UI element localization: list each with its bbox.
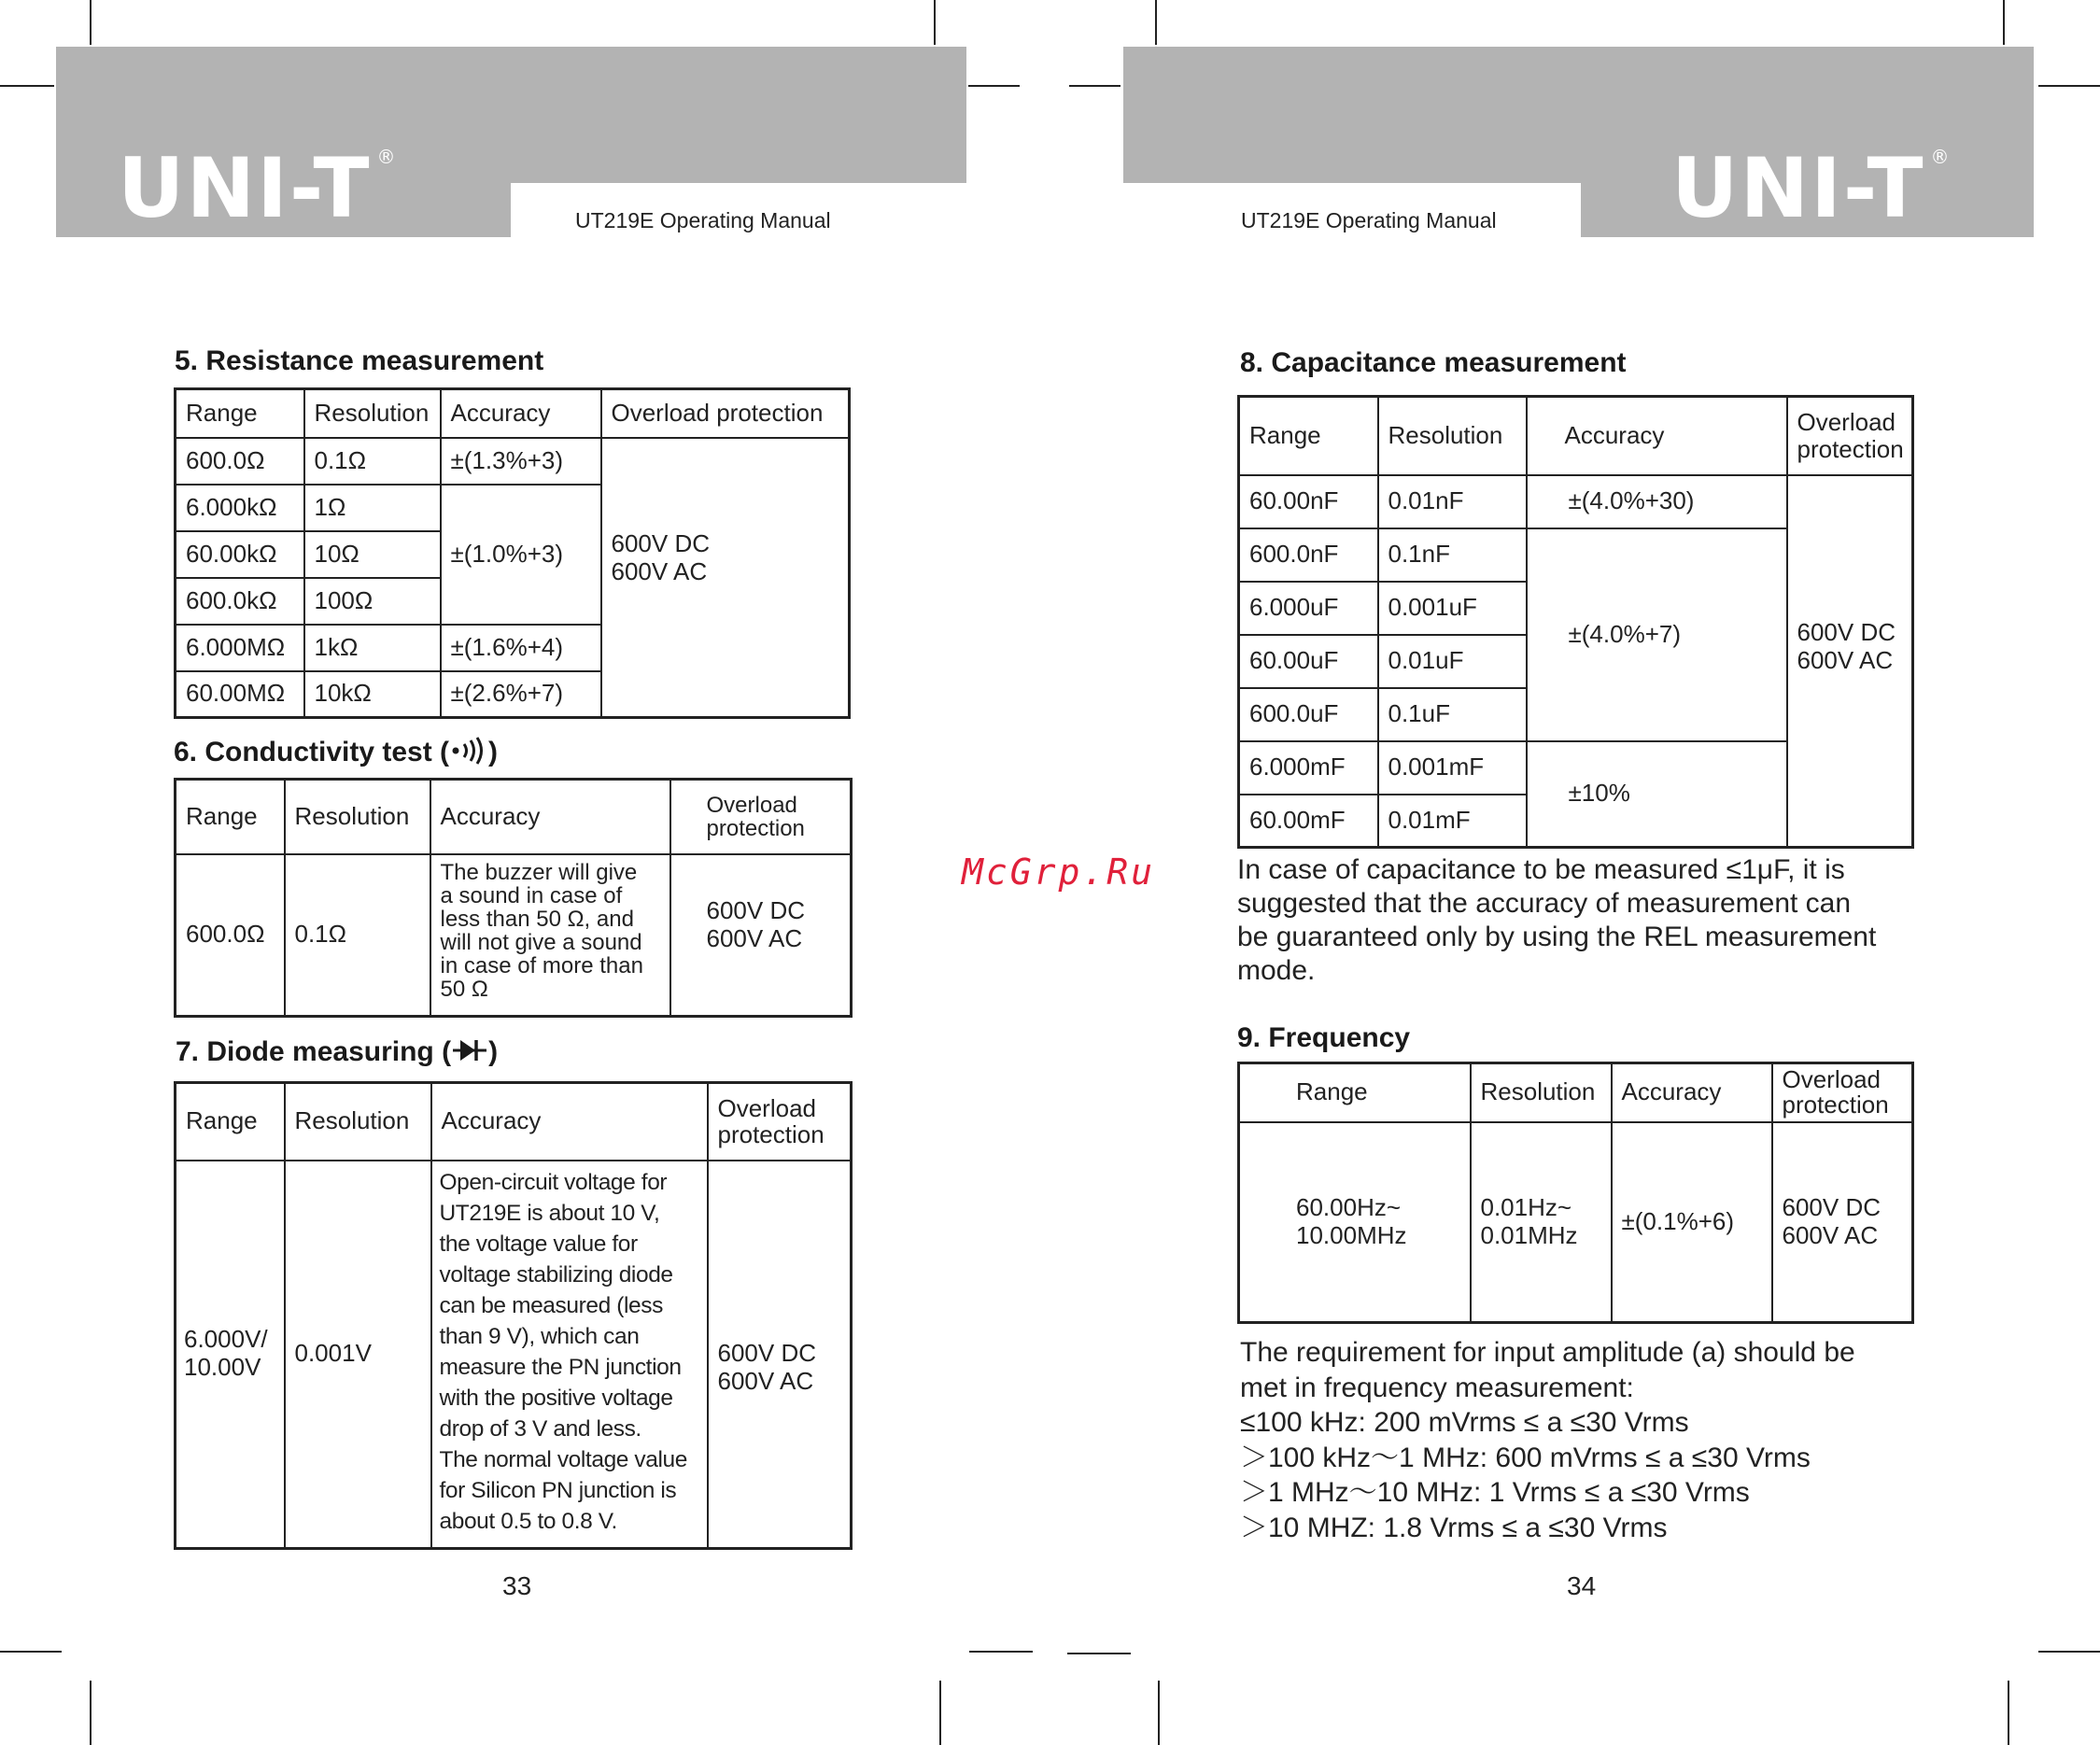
header-line: Overload — [717, 1093, 816, 1122]
header-line: protection — [717, 1120, 824, 1149]
table-header: Overload protection — [601, 389, 850, 438]
conductivity-table — [174, 778, 853, 1018]
range-cell: 600.0kΩ — [176, 578, 304, 625]
text-line: for Silicon PN junction is — [439, 1478, 677, 1504]
table-header: Resolution — [285, 1083, 431, 1161]
table-header: Accuracy — [430, 780, 670, 854]
header-line: protection — [706, 815, 805, 841]
diode-title-text: 7. Diode measuring ( — [176, 1036, 452, 1067]
accuracy-cell: ±10% — [1527, 741, 1787, 848]
buzzer-icon — [449, 737, 488, 765]
range-cell: 600.0Ω — [176, 854, 285, 1017]
range-cell: 6.000kΩ — [176, 485, 304, 531]
text-line: The buzzer will give — [440, 859, 638, 885]
accuracy-cell: ±(2.6%+7) — [441, 671, 601, 718]
conductivity-title-end: ) — [488, 737, 499, 767]
overload-ac: 600V AC — [611, 557, 708, 586]
range-line: 10.00V — [184, 1353, 261, 1382]
table-header: Accuracy — [1612, 1063, 1772, 1122]
overload-dc: 600V DC — [717, 1339, 816, 1368]
text-line: 50 Ω — [440, 977, 488, 1003]
crop-mark — [2003, 0, 2005, 45]
header-line: protection — [1797, 434, 1904, 463]
accuracy-cell: ±(0.1%+6) — [1612, 1122, 1772, 1323]
resolution-cell: 10Ω — [304, 531, 441, 578]
crop-mark — [0, 1651, 62, 1653]
header-line: Overload — [706, 792, 797, 818]
resolution-cell: 0.1uF — [1378, 688, 1527, 741]
diode-section-title — [176, 1036, 498, 1068]
crop-mark — [1158, 1681, 1160, 1745]
range-cell: 60.00kΩ — [176, 531, 304, 578]
crop-mark — [934, 0, 936, 45]
overload-cell — [1772, 1122, 1913, 1323]
frequency-section-title: 9. Frequency — [1237, 1022, 1411, 1053]
page-number-left: 33 — [502, 1571, 532, 1600]
table-header: Range — [176, 780, 285, 854]
range-cell: 60.00MΩ — [176, 671, 304, 718]
table-header: Accuracy — [441, 389, 601, 438]
header-line: Overload — [1797, 408, 1896, 437]
resistance-table — [174, 387, 851, 719]
page-number-right: 34 — [1567, 1571, 1597, 1600]
accuracy-cell: ±(4.0%+30) — [1527, 475, 1787, 528]
crop-mark — [0, 85, 54, 87]
text-line: than 9 V), which can — [439, 1323, 640, 1349]
range-cell: 6.000mF — [1239, 741, 1378, 795]
crop-mark — [939, 1681, 941, 1745]
crop-mark — [90, 1681, 92, 1745]
resolution-cell: 0.01nF — [1378, 475, 1527, 528]
table-header-overload — [1787, 397, 1913, 475]
overload-ac: 600V AC — [1782, 1220, 1879, 1249]
table-header: Resolution — [1378, 397, 1527, 475]
crop-mark — [969, 1651, 1033, 1653]
accuracy-cell: ±(1.3%+3) — [441, 438, 601, 485]
table-header-overload — [1772, 1063, 1913, 1122]
note-line: ＞100 kHz～1 MHz: 600 mVrms ≤ a ≤30 Vrms — [1240, 1442, 1811, 1473]
resolution-cell: 1Ω — [304, 485, 441, 531]
frequency-note — [1240, 1335, 1855, 1545]
registered-mark: ® — [1930, 146, 1950, 168]
crop-mark — [2038, 85, 2100, 87]
range-line: 10.00MHz — [1296, 1220, 1407, 1249]
header-line: Overload — [1782, 1064, 1881, 1093]
header-line: protection — [1782, 1091, 1889, 1119]
manual-title-left: UT219E Operating Manual — [575, 208, 831, 232]
text-line: less than 50 Ω, and — [440, 906, 634, 932]
table-header: Resolution — [304, 389, 441, 438]
text-line: UT219E is about 10 V, — [439, 1200, 660, 1226]
resolution-cell: 0.1Ω — [304, 438, 441, 485]
resolution-cell: 0.1nF — [1378, 528, 1527, 582]
table-header: Range — [1239, 1063, 1471, 1122]
diode-title-end: ) — [488, 1036, 499, 1067]
frequency-table — [1237, 1062, 1914, 1324]
accuracy-cell — [430, 854, 670, 1017]
note-line: In case of capacitance to be measured ≤1μF, it is — [1237, 854, 1845, 885]
note-line: ＞1 MHz～10 MHz: 1 Vrms ≤ a ≤30 Vrms — [1240, 1477, 1750, 1508]
resolution-cell: 0.001mF — [1378, 741, 1527, 795]
note-line: ≤100 kHz: 200 mVrms ≤ a ≤30 Vrms — [1240, 1407, 1689, 1438]
overload-dc: 600V DC — [611, 529, 710, 558]
resolution-cell: 1kΩ — [304, 625, 441, 671]
table-header: Accuracy — [431, 1083, 708, 1161]
text-line: a sound in case of — [440, 882, 623, 908]
overload-ac: 600V AC — [1797, 645, 1894, 674]
table-header: Range — [1239, 397, 1378, 475]
text-line: drop of 3 V and less. — [439, 1416, 641, 1442]
diode-icon — [451, 1036, 488, 1064]
crop-mark — [2008, 1681, 2009, 1745]
accuracy-cell: ±(4.0%+7) — [1527, 528, 1787, 741]
logo-text: UNI-T — [1671, 140, 1925, 236]
text-line: will not give a sound — [440, 930, 642, 956]
resolution-line: 0.01MHz — [1480, 1220, 1578, 1249]
resistance-section-title: 5. Resistance measurement — [175, 345, 544, 376]
text-line: the voltage value for — [439, 1231, 638, 1257]
range-line: 60.00Hz~ — [1296, 1192, 1402, 1221]
resolution-cell: 0.1Ω — [285, 854, 430, 1017]
note-line: met in frequency measurement: — [1240, 1372, 1634, 1403]
crop-mark — [1155, 0, 1157, 45]
brand-logo-left — [118, 140, 396, 236]
resolution-cell: 100Ω — [304, 578, 441, 625]
note-line: The requirement for input amplitude (a) should be — [1240, 1337, 1855, 1368]
capacitance-section-title: 8. Capacitance measurement — [1240, 347, 1627, 378]
accuracy-cell — [431, 1161, 708, 1549]
capacitance-table — [1237, 395, 1914, 849]
overload-cell — [670, 854, 852, 1017]
registered-mark: ® — [376, 146, 396, 168]
manual-title-right: UT219E Operating Manual — [1241, 208, 1497, 232]
range-line: 6.000V/ — [184, 1325, 268, 1354]
crop-mark — [1067, 1653, 1131, 1654]
overload-ac: 600V AC — [717, 1367, 814, 1396]
resolution-cell: 0.01mF — [1378, 795, 1527, 848]
range-cell — [176, 1161, 285, 1549]
range-cell: 6.000uF — [1239, 582, 1378, 635]
table-header: Range — [176, 1083, 285, 1161]
resolution-cell: 0.001uF — [1378, 582, 1527, 635]
overload-dc: 600V DC — [706, 896, 805, 925]
range-cell — [1239, 1122, 1471, 1323]
crop-mark — [1069, 85, 1120, 87]
logo-text: UNI-T — [118, 140, 372, 236]
overload-cell — [708, 1161, 852, 1549]
range-cell: 60.00uF — [1239, 635, 1378, 688]
accuracy-cell: ±(1.0%+3) — [441, 485, 601, 625]
overload-dc: 600V DC — [1797, 617, 1896, 646]
text-line: Open-circuit voltage for — [439, 1169, 668, 1195]
resolution-cell — [1471, 1122, 1612, 1323]
note-line: be guaranteed only by using the REL measurement — [1237, 922, 1877, 952]
note-line: suggested that the accuracy of measurement can — [1237, 888, 1852, 919]
overload-dc: 600V DC — [1782, 1192, 1881, 1221]
range-cell: 60.00nF — [1239, 475, 1378, 528]
resolution-line: 0.01Hz~ — [1480, 1192, 1572, 1221]
table-header: Range — [176, 389, 304, 438]
range-cell: 6.000MΩ — [176, 625, 304, 671]
text-line: about 0.5 to 0.8 V. — [439, 1509, 617, 1535]
brand-logo-right — [1671, 140, 1950, 236]
text-line: can be measured (less — [439, 1292, 663, 1318]
watermark: McGrp.Ru — [962, 851, 1156, 893]
crop-mark — [968, 85, 1020, 87]
text-line: with the positive voltage — [439, 1385, 673, 1411]
conductivity-title-text: 6. Conductivity test ( — [174, 737, 450, 767]
table-header-overload — [670, 780, 852, 854]
text-line: The normal voltage value — [439, 1447, 687, 1473]
overload-cell — [601, 438, 850, 718]
table-header: Resolution — [1471, 1063, 1612, 1122]
note-line: mode. — [1237, 955, 1316, 986]
conductivity-section-title — [174, 737, 498, 768]
text-line: measure the PN junction — [439, 1354, 682, 1380]
table-header: Resolution — [285, 780, 430, 854]
note-line: ＞10 MHZ: 1.8 Vrms ≤ a ≤30 Vrms — [1240, 1512, 1668, 1543]
range-cell: 600.0Ω — [176, 438, 304, 485]
range-cell: 60.00mF — [1239, 795, 1378, 848]
crop-mark — [2038, 1651, 2100, 1653]
text-line: voltage stabilizing diode — [439, 1261, 673, 1288]
overload-ac: 600V AC — [706, 924, 803, 953]
resolution-cell: 0.001V — [285, 1161, 431, 1549]
table-header-overload — [708, 1083, 852, 1161]
range-cell: 600.0nF — [1239, 528, 1378, 582]
diode-table — [174, 1081, 853, 1550]
resolution-cell: 0.01uF — [1378, 635, 1527, 688]
range-cell: 600.0uF — [1239, 688, 1378, 741]
table-header: Accuracy — [1527, 397, 1787, 475]
crop-mark — [90, 0, 92, 45]
capacitance-note — [1237, 853, 1876, 988]
overload-cell — [1787, 475, 1913, 848]
accuracy-cell: ±(1.6%+4) — [441, 625, 601, 671]
text-line: in case of more than — [440, 953, 643, 979]
resolution-cell: 10kΩ — [304, 671, 441, 718]
